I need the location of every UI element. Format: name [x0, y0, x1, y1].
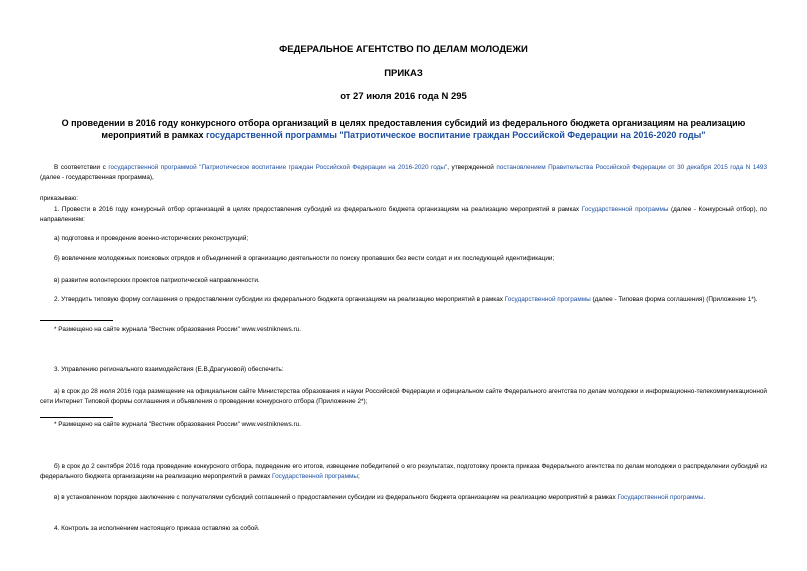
item-1c: в) развитие волонтерских проектов патриотической направленности. [54, 277, 260, 284]
item-3c-text-1: в) в установленном порядке заключение с получателями субсидий соглашений о предоставлении субсидии из федерального бюджета организациям на реализацию мероприятий в рамках [54, 494, 618, 501]
item-3c-program-link[interactable]: Государственной программы [617, 494, 704, 501]
preamble [40, 163, 767, 182]
item-1a: а) подготовка и проведение военно-исторических реконструкций; [54, 235, 249, 242]
agency-title: ФЕДЕРАЛЬНОЕ АГЕНТСТВО ПО ДЕЛАМ МОЛОДЕЖИ [279, 44, 528, 55]
item-1 [40, 205, 767, 224]
item-1-text-2: (далее - Конкурсный отбор), по направлениям: [40, 206, 767, 223]
item-3b [40, 462, 767, 481]
subject-text: О проведении в 2016 году конкурсного отбора организаций в целях предоставления субсидий из федерального бюджета организациям на реализацию мероприятий в рамках [61, 118, 746, 140]
preamble-text-1: В соответствии с [54, 164, 109, 171]
preamble-program-link[interactable]: государственной программой "Патриотическое воспитание граждан Российской Федерации на 2016-2020 годы" [108, 164, 448, 171]
doc-date-number: от 27 июля 2016 года N 295 [340, 91, 467, 102]
item-2-program-link[interactable]: Государственной программы [504, 296, 591, 303]
subject-program-link[interactable]: государственной программы "Патриотическое воспитание граждан Российской Федерации на 2016-2020 годы" [205, 130, 706, 140]
footnote-1: * Размещено на сайте журнала "Вестник образования России" www.vestniknews.ru. [54, 326, 301, 333]
item-3b-text-2: ; [358, 472, 360, 480]
preamble-text-2: , утвержденной [447, 164, 497, 171]
doc-type: ПРИКАЗ [384, 68, 423, 79]
item-3: 3. Управлению регионального взаимодействия (Е.В.Драгуновой) обеспечить: [54, 366, 284, 373]
item-3b-program-link[interactable]: Государственной программы [272, 472, 358, 480]
item-2-text-1: 2. Утвердить типовую форму соглашения о предоставлении субсидии из федерального бюджета организациям на реализацию мероприятий в рамках [54, 296, 505, 303]
item-1b: б) вовлечение молодежных поисковых отрядов и объединений в организацию деятельности по поиску пропавших без вести солдат и их последующей идентификации; [54, 255, 555, 262]
item-3c [40, 493, 767, 503]
item-3a: а) в срок до 28 июля 2016 года размещение на официальном сайте Министерства образования и науки Российской Федерации и официальном сайте Федерального агентства по делам молодежи и информационно-телекоммуникационной сети Интернет Типовой формы соглашения и объявления о проведении конкурсного отбора (Приложение 2*); [40, 388, 767, 405]
item-4: 4. Контроль за исполнением настоящего приказа оставляю за собой. [54, 525, 260, 532]
doc-subject [40, 117, 767, 141]
order-word: приказываю: [40, 195, 78, 202]
footnote-separator-1 [40, 320, 113, 321]
item-3b-text-1: б) в срок до 2 сентября 2016 года проведение конкурсного отбора, подведение его итогов, извещение победителей о его результатах, подготовку проекта приказа Федерального агентства по делам молодежи о распределении субсидий из федерального бюджета организациям на реализацию мероприятий в рамках [40, 463, 767, 480]
item-3c-text-2: . [703, 494, 706, 501]
item-1-text-1: 1. Провести в 2016 году конкурсный отбор организаций в целях предоставления субсидий из федерального бюджета организациям на реализацию мероприятий в рамках [54, 206, 582, 213]
preamble-text-3: (далее - государственная программа), [40, 173, 154, 181]
item-2 [40, 295, 767, 305]
footnote-separator-2 [40, 417, 113, 418]
item-1-program-link[interactable]: Государственной программы [581, 206, 669, 213]
preamble-resolution-link[interactable]: постановлением Правительства Российской Федерации от 30 декабря 2015 года N 1493 [496, 164, 768, 171]
footnote-2: * Размещено на сайте журнала "Вестник образования России" www.vestniknews.ru. [54, 421, 301, 428]
item-2-text-2: (далее - Типовая форма соглашения) (Приложение 1*). [590, 296, 758, 303]
